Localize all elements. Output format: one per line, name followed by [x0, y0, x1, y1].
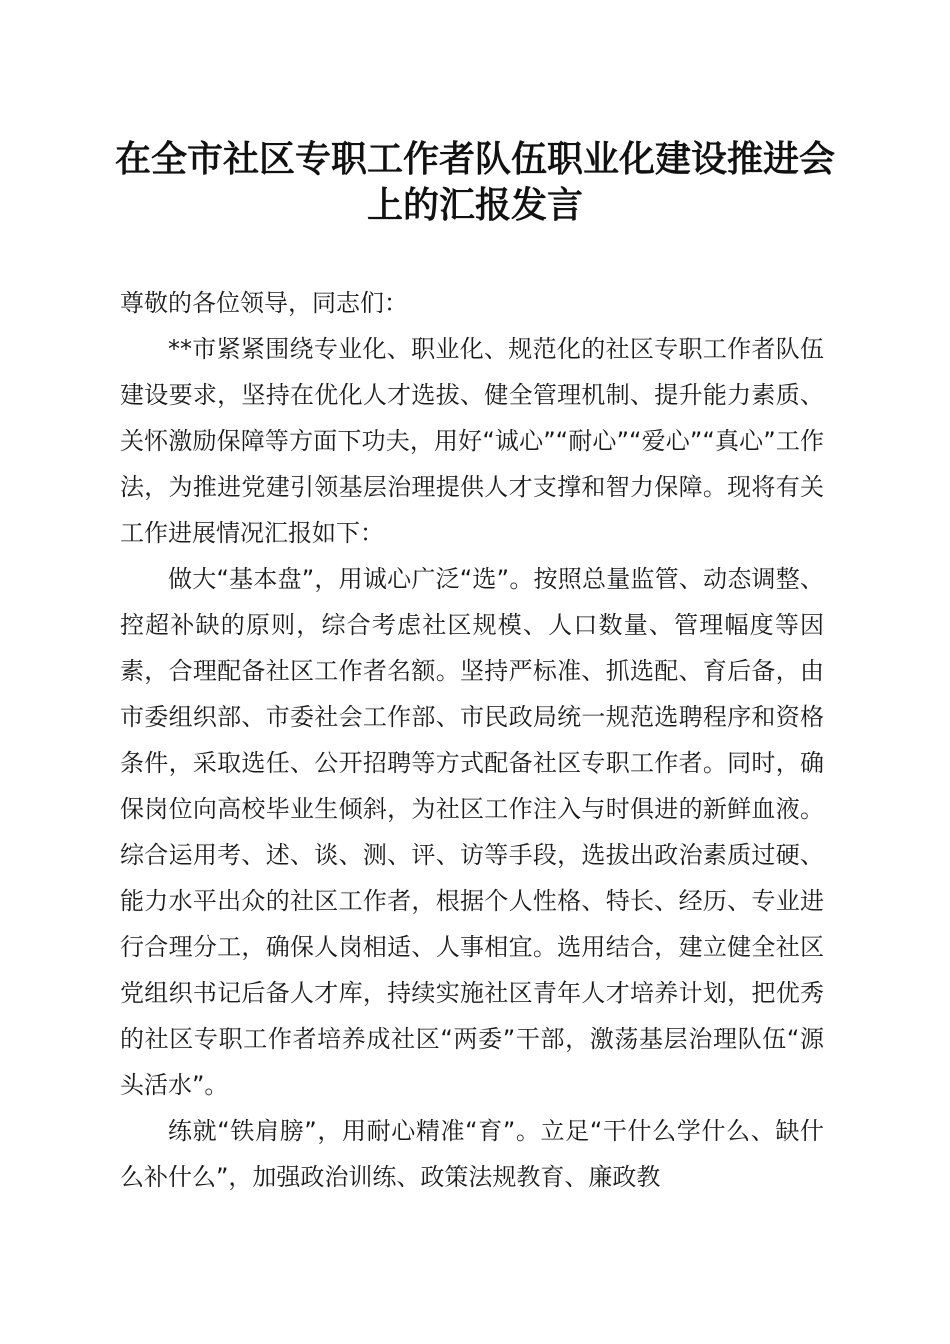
- paragraph-training: 练就“铁肩膀”，用耐心精准“育”。立足“干什么学什么、缺什么补什么”，加强政治训练、政策法规教育、廉政教: [120, 1117, 824, 1191]
- salutation: 尊敬的各位领导，同志们：: [120, 289, 408, 317]
- paragraph-intro: **市紧紧围绕专业化、职业化、规范化的社区专职工作者队伍建设要求，坚持在优化人才选拔、健全管理机制、提升能力素质、关怀激励保障等方面下功夫，用好“诚心”“耐心”“爱心”“真心”工作法，为推进党建引领基层治理提供人才支撑和智力保障。现将有关工作进展情况汇报如下：: [120, 335, 824, 547]
- paragraph-selection: 做大“基本盘”，用诚心广泛“选”。按照总量监管、动态调整、控超补缺的原则，综合考虑社区规模、人口数量、管理幅度等因素，合理配备社区工作者名额。坚持严标准、抓选配、育后备，由市委组织部、市委社会工作部、市民政局统一规范选聘程序和资格条件，采取选任、公开招聘等方式配备社区专职工作者。同时，确保岗位向高校毕业生倾斜，为社区工作注入与时俱进的新鲜血液。综合运用考、述、谈、测、评、访等手段，选拔出政治素质过硬、能力水平出众的社区工作者，根据个人性格、特长、经历、专业进行合理分工，确保人岗相适、人事相宜。选用结合，建立健全社区党组织书记后备人才库，持续实施社区青年人才培养计划，把优秀的社区专职工作者培养成社区“两委”干部，激荡基层治理队伍“源头活水”。: [120, 565, 824, 1099]
- document-body: [120, 280, 824, 1200]
- document-title: 在全市社区专职工作者队伍职业化建设推进会上的汇报发言: [114, 138, 835, 226]
